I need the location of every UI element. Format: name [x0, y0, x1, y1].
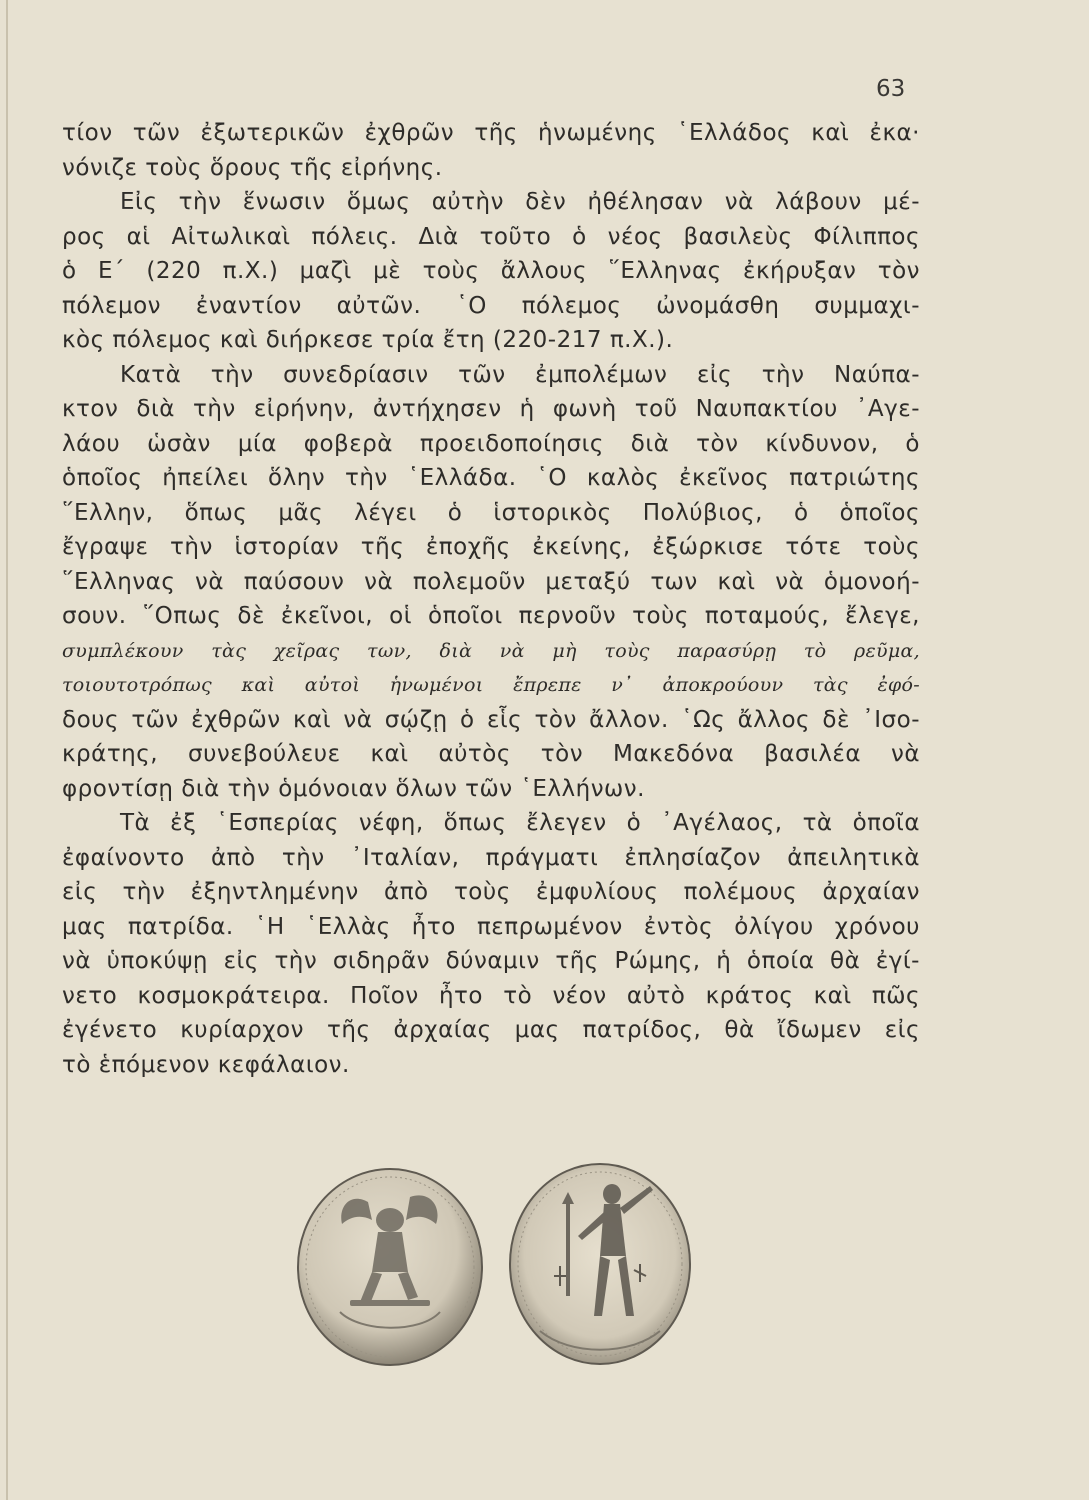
coin-obverse-image — [290, 1162, 490, 1372]
text-line: κτον διὰ τὴν εἰρήνην, ἀντήχησεν ἡ φωνὴ τοῦ Ναυπακτίου ᾿Αγε- — [62, 396, 920, 422]
text-line: τὸ ἑπόμενον κεφάλαιον. — [62, 1051, 350, 1078]
text-line: τίον τῶν ἐξωτερικῶν ἐχθρῶν τῆς ἡνωμένης ῾Ελλάδος καὶ ἐκα· — [62, 120, 920, 146]
text-line: μας πατρίδα. ῾Η ῾Ελλὰς ἦτο πεπρωμένον ἐντὸς ὀλίγου χρόνου — [62, 913, 920, 940]
text-line: ῞Ελλην, ὅπως μᾶς λέγει ὁ ἱστορικὸς Πολύβιος, ὁ ὁποῖος — [62, 499, 920, 526]
text-line: δους τῶν ἐχθρῶν καὶ νὰ σῴζῃ ὁ εἷς τὸν ἄλλον. ῾Ως ἄλλος δὲ ᾿Ισο- — [62, 706, 920, 733]
text-line: ἔγραψε τὴν ἱστορίαν τῆς ἐποχῆς ἐκείνης, ἐξώρκισε τότε τοὺς — [62, 534, 920, 560]
text-line: ὁποῖος ἠπείλει ὅλην τὴν ῾Ελλάδα. ῾Ο καλὸς ἐκεῖνος πατριώτης — [62, 465, 920, 491]
text-line-italic: τοιουτοτρόπως καὶ αὐτοὶ ἡνωμένοι ἔπρεπε ν᾿ ἀποκρούουν τὰς ἐφό- — [62, 674, 920, 696]
text-line: ἐφαίνοντο ἀπὸ τὴν ᾿Ιταλίαν, πράγματι ἐπλησίαζον ἀπειλητικὰ — [62, 844, 920, 871]
coin-reverse-image — [500, 1156, 700, 1372]
page-edge-shadow — [6, 0, 8, 1500]
text-line: κὸς πόλεμος καὶ διήρκεσε τρία ἔτη (220-217 π.Χ.). — [62, 327, 674, 353]
text-line: Κατὰ τὴν συνεδρίασιν τῶν ἐμπολέμων εἰς τὴν Ναύπα- — [120, 361, 920, 388]
text-line: ῞Ελληνας νὰ παύσουν νὰ πολεμοῦν μεταξύ των καὶ νὰ ὁμονοή- — [62, 568, 920, 595]
body-text — [62, 116, 920, 1082]
text-line: φροντίσῃ διὰ τὴν ὁμόνοιαν ὅλων τῶν ῾Ελλήνων. — [62, 775, 645, 802]
text-line: πόλεμον ἐναντίον αὐτῶν. ῾Ο πόλεμος ὠνομάσθη συμμαχι- — [62, 292, 920, 319]
text-line: νόνιζε τοὺς ὅρους τῆς εἰρήνης. — [62, 154, 443, 181]
text-line: Εἰς τὴν ἕνωσιν ὅμως αὐτὴν δὲν ἠθέλησαν νὰ λάβουν μέ- — [120, 189, 920, 215]
text-line: κράτης, συνεβούλευε καὶ αὐτὸς τὸν Μακεδόνα βασιλέα νὰ — [62, 741, 920, 767]
text-line: Τὰ ἐξ ῾Εσπερίας νέφη, ὅπως ἔλεγεν ὁ ᾿Αγέλαος, τὰ ὁποῖα — [120, 810, 920, 836]
text-line: ὁ Ε΄ (220 π.Χ.) μαζὶ μὲ τοὺς ἄλλους ῞Ελληνας ἐκήρυξαν τὸν — [62, 258, 920, 284]
text-line: εἰς τὴν ἐξηντλημένην ἀπὸ τοὺς ἐμφυλίους πολέμους ἀρχαίαν — [62, 879, 920, 905]
text-line-italic: συμπλέκουν τὰς χεῖρας των, διὰ νὰ μὴ τοὺς παρασύρῃ τὸ ρεῦμα, — [62, 639, 920, 662]
text-line: νετο κοσμοκράτειρα. Ποῖον ἦτο τὸ νέον αὐτὸ κράτος καὶ πῶς — [62, 982, 920, 1009]
text-line: λάου ὡσὰν μία φοβερὰ προειδοποίησις διὰ τὸν κίνδυνον, ὁ — [62, 430, 920, 457]
coin-figure — [290, 1162, 690, 1372]
text-line: ἐγένετο κυρίαρχον τῆς ἀρχαίας μας πατρίδος, θὰ ἴδωμεν εἰς — [62, 1017, 920, 1043]
text-line: νὰ ὑποκύψῃ εἰς τὴν σιδηρᾶν δύναμιν τῆς Ρώμης, ἡ ὁποία θὰ ἐγί- — [62, 948, 920, 974]
page-number: 63 — [876, 76, 906, 102]
text-line: σουν. ῞Οπως δὲ ἐκεῖνοι, οἱ ὁποῖοι περνοῦν τοὺς ποταμούς, ἔλεγε, — [62, 603, 920, 629]
text-line: ρος αἱ Αἰτωλικαὶ πόλεις. Διὰ τοῦτο ὁ νέος βασιλεὺς Φίλιππος — [62, 223, 920, 250]
